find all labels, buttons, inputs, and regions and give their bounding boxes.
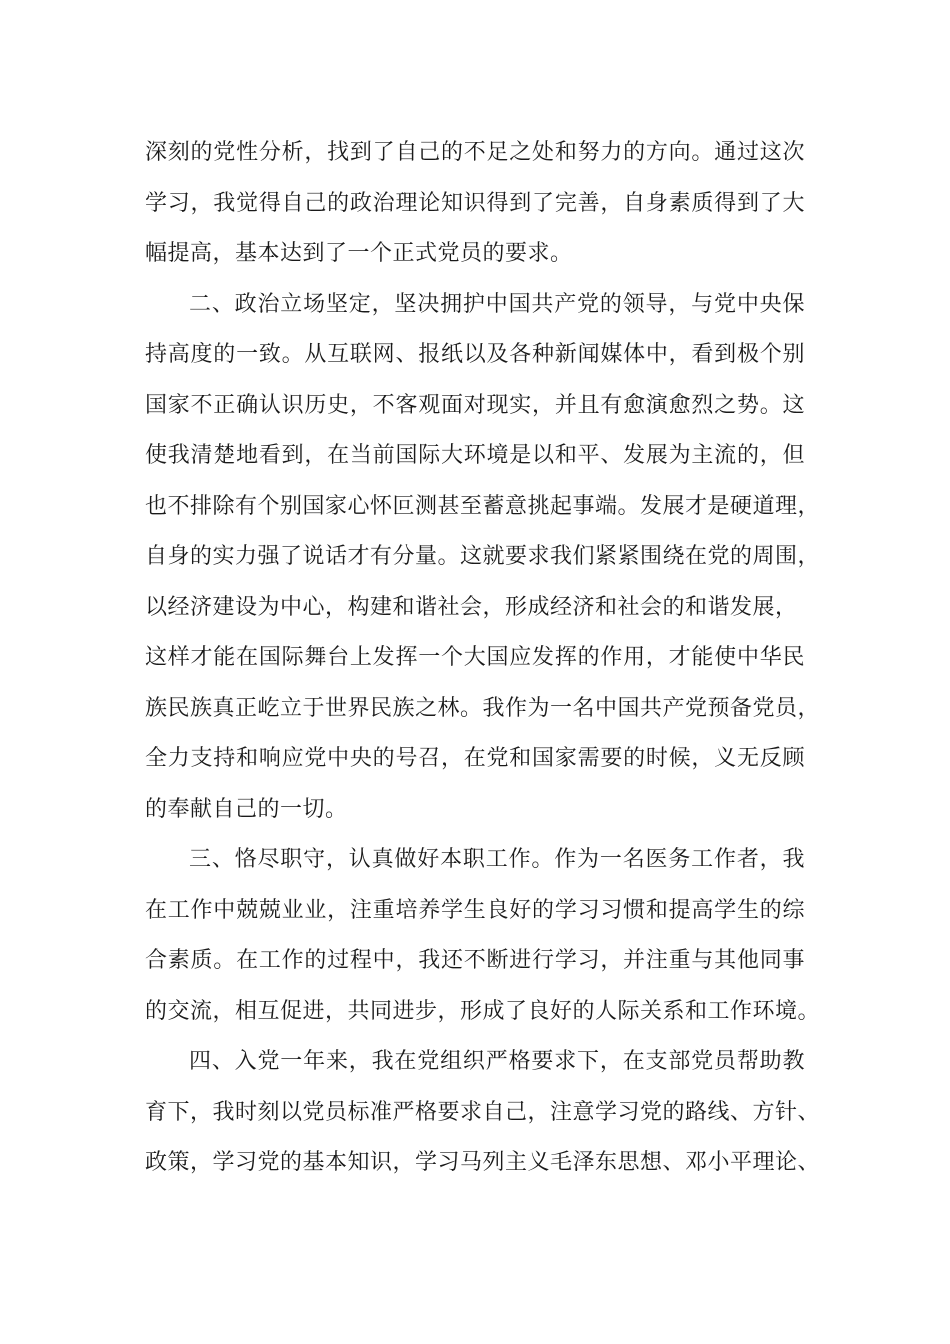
section-2-heading-line: 二、政治立场坚定，坚决拥护中国共产党的领导，与党中央保	[189, 291, 805, 317]
section-3-heading-line: 三、恪尽职守，认真做好本职工作。作为一名医务工作者，我	[189, 847, 805, 872]
paragraph-line: 也不排除有个别国家心怀叵测甚至蓄意挑起事端。发展才是硬道理，	[145, 493, 821, 519]
paragraph-line: 幅提高，基本达到了一个正式党员的要求。	[145, 241, 573, 266]
paragraph-line: 的奉献自己的一切。	[145, 796, 348, 822]
paragraph-line: 深刻的党性分析，找到了自己的不足之处和努力的方向。通过这次	[145, 140, 805, 165]
paragraph-line: 学习，我觉得自己的政治理论知识得到了完善，自身素质得到了大	[145, 190, 805, 216]
paragraph-line: 在工作中兢兢业业，注重培养学生良好的学习习惯和提高学生的综	[145, 897, 805, 923]
paragraph-line: 自身的实力强了说话才有分量。这就要求我们紧紧围绕在党的周围，	[145, 544, 821, 569]
paragraph-line: 全力支持和响应党中央的号召，在党和国家需要的时候，义无反顾	[145, 746, 805, 771]
paragraph-line: 持高度的一致。从互联网、报纸以及各种新闻媒体中，看到极个别	[145, 342, 805, 367]
document-body	[145, 128, 821, 1189]
section-4-heading-line: 四、入党一年来，我在党组织严格要求下，在支部党员帮助教	[189, 1049, 805, 1074]
paragraph-line: 育下，我时刻以党员标准严格要求自己，注意学习党的路线、方针、	[145, 1099, 821, 1125]
paragraph-line: 以经济建设为中心，构建和谐社会，形成经济和社会的和谐发展，	[145, 594, 798, 620]
paragraph-line: 的交流，相互促进，共同进步，形成了良好的人际关系和工作环境。	[145, 998, 821, 1024]
paragraph-line: 这样才能在国际舞台上发挥一个大国应发挥的作用，才能使中华民	[145, 645, 805, 670]
paragraph-line: 合素质。在工作的过程中，我还不断进行学习，并注重与其他同事	[145, 948, 805, 973]
paragraph-line: 国家不正确认识历史，不客观面对现实，并且有愈演愈烈之势。这	[145, 392, 805, 418]
paragraph-line: 政策，学习党的基本知识，学习马列主义毛泽东思想、邓小平理论、	[145, 1150, 821, 1175]
paragraph-line: 族民族真正屹立于世界民族之林。我作为一名中国共产党预备党员，	[145, 695, 821, 721]
paragraph-line: 使我清楚地看到，在当前国际大环境是以和平、发展为主流的，但	[145, 443, 805, 468]
